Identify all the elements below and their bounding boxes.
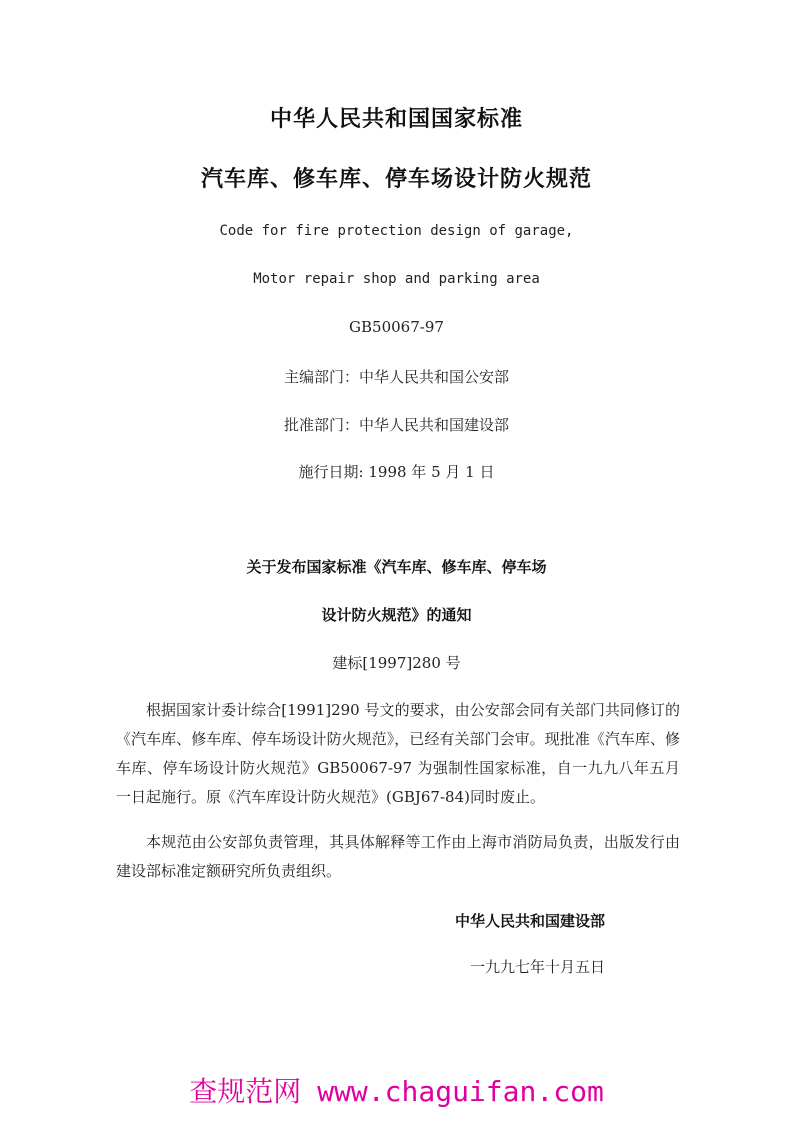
document-subtitle: 汽车库、修车库、停车场设计防火规范 [200,167,592,192]
approving-department: 批准部门：中华人民共和国建设部 [283,416,509,434]
notice-title-line-1: 关于发布国家标准《汽车库、修车库、停车场 [246,558,547,576]
notice-title-line-2: 设计防火规范》的通知 [321,606,472,624]
editing-department: 主编部门：中华人民共和国公安部 [283,368,509,386]
standard-code: GB50067-97 [349,318,444,336]
english-title-line-2: Motor repair shop and parking area [253,271,540,287]
notice-paragraph-1: 根据国家计委计综合[1991]290 号文的要求，由公安部会同有关部门共同修订的《汽车库、修车库、停车场设计防火规范》，已经有关部门会审。现批准《汽车库、修车库、停车场设计防火规范》GB50067-97 为强制性国家标准，自一九九八年五月一日起施行。原《汽车库设计防火规范》(GBJ67-84)同时废止。 [116,701,680,806]
signature-date: 一九九七年十月五日 [470,958,606,976]
signatory-organization: 中华人民共和国建设部 [455,912,606,930]
watermark-site-name: 查规范网 [189,1075,302,1108]
english-title-line-1: Code for fire protection design of garage, [219,223,574,239]
notice-paragraph-2: 本规范由公安部负责管理，其具体解释等工作由上海市消防局负责，出版发行由建设部标准定额研究所负责组织。 [116,833,680,880]
effective-date: 施行日期: 1998 年 5 月 1 日 [298,463,495,481]
watermark [0,1070,793,1110]
document-title: 中华人民共和国国家标准 [269,107,523,132]
watermark-url[interactable]: www.chaguifan.com [317,1075,604,1108]
notice-document-number: 建标[1997]280 号 [332,654,461,672]
